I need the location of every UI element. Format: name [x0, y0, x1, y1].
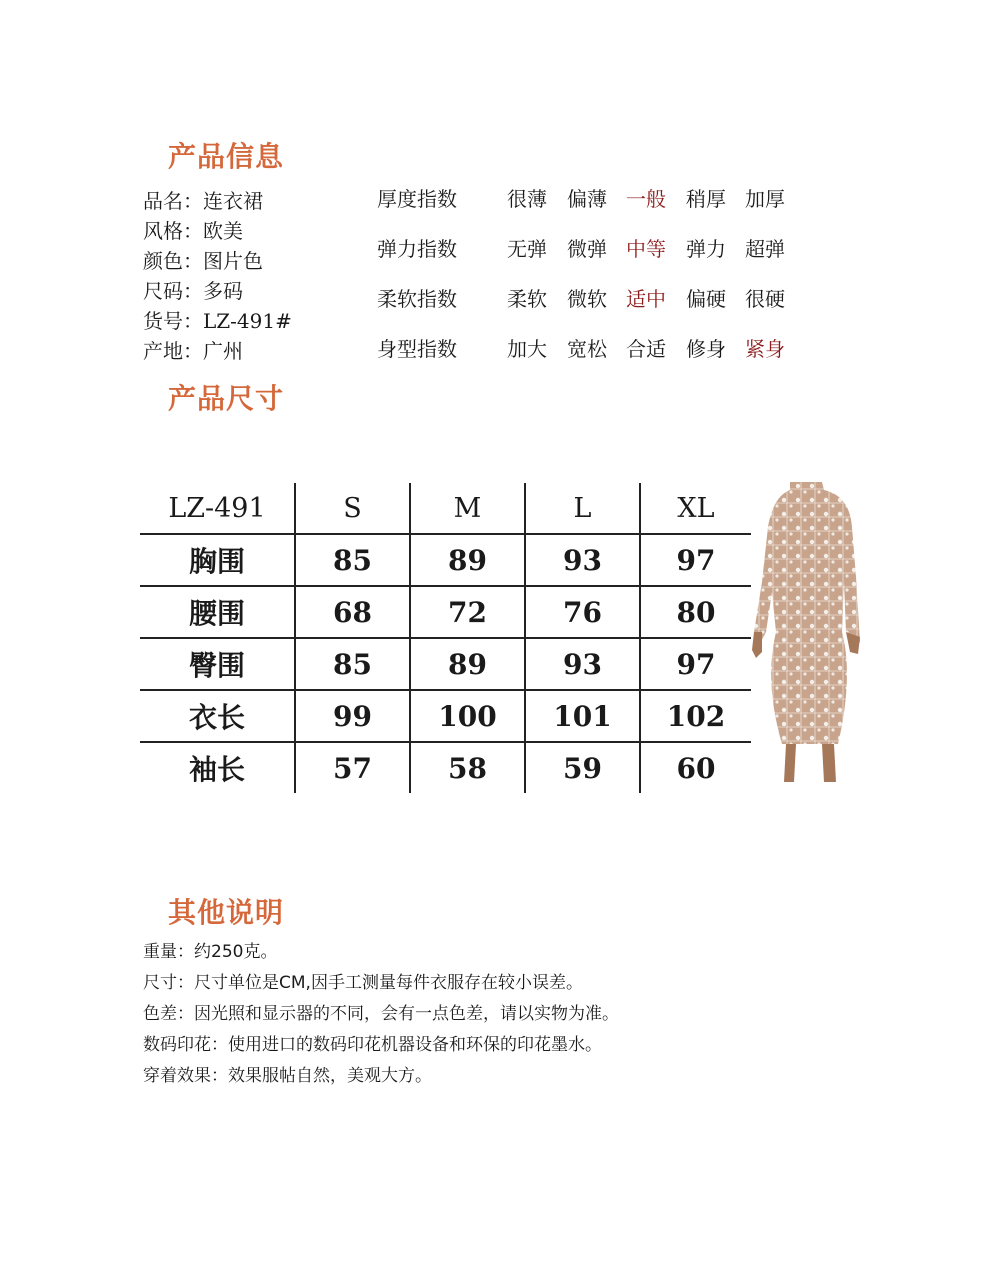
- table-cell: 97: [640, 534, 751, 586]
- field-color: 颜色：图片色: [143, 249, 263, 273]
- table-cell: 臀围: [140, 638, 295, 690]
- other-notes: [143, 937, 619, 1092]
- table-cell: 80: [640, 586, 751, 638]
- note-wear-effect: 穿着效果：效果服帖自然，美观大方。: [143, 1066, 432, 1086]
- table-header-cell: XL: [640, 483, 751, 534]
- index-option: 加厚: [745, 187, 785, 211]
- table-row: [140, 638, 751, 690]
- index-label: 弹力指数: [377, 237, 457, 261]
- table-cell: 胸围: [140, 534, 295, 586]
- index-option-selected: 中等: [626, 237, 666, 261]
- table-header-cell: M: [410, 483, 525, 534]
- table-cell: 72: [410, 586, 525, 638]
- index-option: 微软: [567, 287, 607, 311]
- note-printing: 数码印花：使用进口的数码印花机器设备和环保的印花墨水。: [143, 1035, 602, 1055]
- index-option: 很薄: [507, 187, 547, 211]
- index-option: 柔软: [507, 287, 547, 311]
- index-option-selected: 适中: [626, 287, 666, 311]
- index-option-selected: 紧身: [745, 337, 785, 361]
- table-cell: 袖长: [188, 753, 245, 786]
- table-header-cell: S: [295, 483, 410, 534]
- index-option-selected: 一般: [626, 187, 666, 211]
- index-option: 很硬: [745, 287, 785, 311]
- table-header-row: [140, 483, 751, 534]
- field-sku: 货号：LZ-491#: [143, 309, 292, 333]
- note-weight: 重量：约250克。: [143, 942, 278, 962]
- index-option: 宽松: [567, 337, 607, 361]
- index-label: 柔软指数: [377, 287, 457, 311]
- table-cell: 101: [525, 690, 640, 742]
- index-option: 超弹: [745, 237, 785, 261]
- table-row: [140, 586, 751, 638]
- table-cell: 58: [410, 742, 525, 793]
- table-cell: 93: [525, 534, 640, 586]
- note-color-diff: 色差：因光照和显示器的不同，会有一点色差，请以实物为准。: [143, 1004, 619, 1024]
- size-section-title: 产品尺寸: [168, 382, 285, 415]
- index-option: 加大: [507, 337, 547, 361]
- index-option: 微弹: [567, 237, 607, 261]
- size-table: [140, 483, 751, 793]
- index-option: 弹力: [686, 237, 726, 261]
- field-style: 风格：欧美: [143, 219, 243, 243]
- index-option: 合适: [626, 337, 666, 361]
- table-cell: 93: [525, 638, 640, 690]
- field-size: 尺码：多码: [143, 279, 243, 303]
- table-cell: 衣长: [140, 690, 295, 742]
- table-cell: 60: [640, 742, 751, 793]
- field-name: 品名：连衣裙: [143, 189, 263, 213]
- table-cell: 99: [295, 690, 410, 742]
- other-section-title: 其他说明: [168, 896, 285, 929]
- table-cell: 97: [640, 638, 751, 690]
- table-cell: 89: [410, 638, 525, 690]
- table-header-cell: L: [525, 483, 640, 534]
- dress-photo: [752, 482, 862, 782]
- index-option: 偏薄: [567, 187, 607, 211]
- table-cell: 85: [295, 534, 410, 586]
- table-row: [140, 534, 751, 586]
- table-cell: 76: [525, 586, 640, 638]
- table-cell: 85: [295, 638, 410, 690]
- table-cell: 89: [410, 534, 525, 586]
- table-row: [140, 690, 751, 742]
- table-header-cell: LZ-491: [140, 483, 295, 534]
- index-label: 厚度指数: [377, 187, 457, 211]
- index-label: 身型指数: [377, 337, 457, 361]
- table-cell: 腰围: [140, 586, 295, 638]
- product-info-title: 产品信息: [168, 140, 285, 173]
- table-cell: 68: [295, 586, 410, 638]
- table-cell: 102: [640, 690, 751, 742]
- index-option: 稍厚: [686, 187, 726, 211]
- table-cell: 100: [410, 690, 525, 742]
- table-cell: 57: [295, 742, 410, 793]
- product-info-fields: [143, 186, 292, 366]
- table-cell: 59: [525, 742, 640, 793]
- index-option: 偏硬: [686, 287, 726, 311]
- table-row: [140, 742, 751, 793]
- note-size: 尺寸：尺寸单位是CM,因手工测量每件衣服存在较小误差。: [143, 973, 583, 993]
- field-origin: 产地：广州: [143, 339, 243, 363]
- index-option: 无弹: [507, 237, 547, 261]
- index-option: 修身: [686, 337, 726, 361]
